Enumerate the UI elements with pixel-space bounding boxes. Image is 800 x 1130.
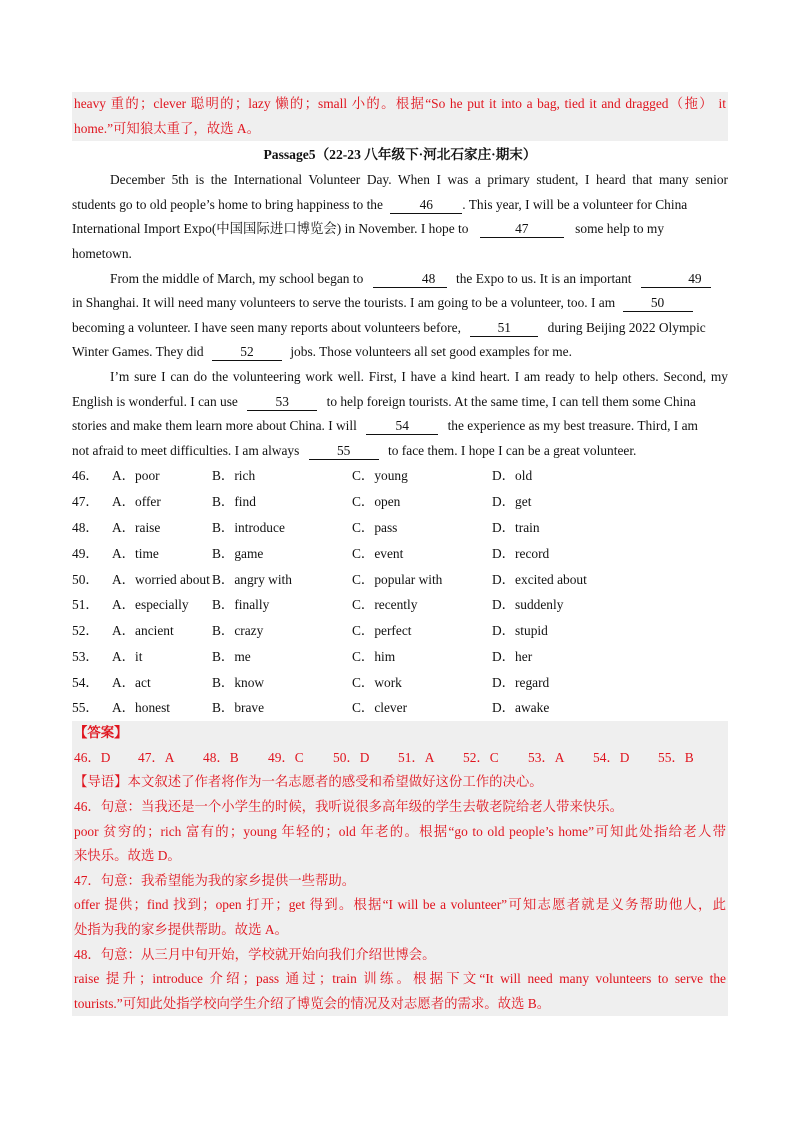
passage-line: in Shanghai. It will need many volunteers to serve the tourists. I am going to be a volunteer, too. I am 50	[72, 291, 728, 316]
option-c[interactable]: C．clever	[352, 700, 408, 716]
q48-explanation: raise 提升；introduce 介绍；pass 通过；train 训练。根据下文“It will need many volunteers to serve the	[74, 971, 726, 987]
option-d[interactable]: D．get	[492, 494, 532, 510]
blank-46[interactable]: 46	[390, 197, 462, 214]
answer-item: 53．A	[528, 749, 565, 765]
blank-48[interactable]: 48	[373, 271, 447, 288]
q46-explanation: poor 贫穷的；rich 富有的；young 年轻的；old 年老的。根据“go to old people’s home”可知此处指给老人带	[74, 823, 726, 839]
option-d[interactable]: D．excited about	[492, 571, 587, 587]
option-c[interactable]: C．popular with	[352, 571, 443, 587]
option-row	[72, 695, 728, 721]
option-a[interactable]: A．raise	[112, 519, 161, 535]
q47-explanation: 处指为我的家乡提供帮助。故选 A。	[74, 922, 288, 938]
question-number: 50．	[72, 571, 99, 587]
passage-line: From the middle of March, my school began to 48 the Expo to us. It is an important 49	[72, 267, 728, 292]
option-c[interactable]: C．young	[352, 468, 408, 484]
option-b[interactable]: B．find	[212, 494, 256, 510]
option-d[interactable]: D．suddenly	[492, 597, 564, 613]
option-row	[72, 567, 728, 593]
passage-line: not afraid to meet difficulties. I am always 55 to face them. I hope I can be a great volunteer.	[72, 442, 637, 458]
paragraph-3	[72, 365, 728, 463]
question-number: 51．	[72, 597, 99, 613]
paragraph-1	[72, 168, 728, 266]
option-c[interactable]: C．event	[352, 545, 404, 561]
q48-sense: 48．句意：从三月中旬开始，学校就开始向我们介绍世博会。	[74, 946, 436, 962]
document-page	[72, 92, 728, 1016]
option-c[interactable]: C．open	[352, 494, 401, 510]
passage-line: students go to old people’s home to bring happiness to the 46 . This year, I will be a volunteer for China	[72, 196, 688, 212]
paragraph-2	[72, 267, 728, 365]
option-a[interactable]: A．act	[112, 674, 151, 690]
option-b[interactable]: B．rich	[212, 468, 256, 484]
question-number: 54．	[72, 674, 99, 690]
q46-sense: 46．句意：当我还是一个小学生的时候，我听说很多高年级的学生去敬老院给老人带来快乐。	[74, 799, 624, 815]
option-d[interactable]: D．old	[492, 468, 533, 484]
option-a[interactable]: A．honest	[112, 700, 171, 716]
option-b[interactable]: B．crazy	[212, 623, 264, 639]
option-a[interactable]: A．ancient	[112, 623, 174, 639]
passage-line: December 5th is the International Volunteer Day. When I was a primary student, I heard that many senior	[110, 172, 728, 188]
blank-49[interactable]: 49	[641, 271, 711, 288]
option-b[interactable]: B．me	[212, 648, 251, 664]
question-number: 53．	[72, 648, 99, 664]
answer-item: 54．D	[593, 749, 630, 765]
passage-title: Passage5（22-23 八年级下·河北石家庄·期末）	[263, 147, 537, 163]
option-a[interactable]: A．it	[112, 648, 143, 664]
option-b[interactable]: B．finally	[212, 597, 270, 613]
option-b[interactable]: B．brave	[212, 700, 265, 716]
option-d[interactable]: D．stupid	[492, 623, 548, 639]
option-b[interactable]: B．game	[212, 545, 264, 561]
question-number: 49．	[72, 545, 99, 561]
answer-item: 55．B	[658, 749, 694, 765]
option-c[interactable]: C．work	[352, 674, 402, 690]
option-d[interactable]: D．her	[492, 648, 533, 664]
passage-line: stories and make them learn more about China. I will 54 the experience as my best treasure. Third, I am	[72, 418, 698, 434]
question-number: 47．	[72, 494, 99, 510]
answers-row	[74, 746, 726, 771]
options-list	[72, 463, 728, 721]
question-number: 52．	[72, 623, 99, 639]
answer-item: 50．D	[333, 749, 370, 765]
option-c[interactable]: C．him	[352, 648, 396, 664]
blank-55[interactable]: 55	[309, 443, 379, 460]
option-c[interactable]: C．perfect	[352, 623, 412, 639]
question-number: 48．	[72, 519, 99, 535]
option-b[interactable]: B．introduce	[212, 519, 285, 535]
option-a[interactable]: A．especially	[112, 597, 189, 613]
passage-line: Winter Games. They did 52 jobs. Those volunteers all set good examples for me.	[72, 344, 572, 360]
q46-explanation: 来快乐。故选 D。	[74, 848, 181, 864]
blank-54[interactable]: 54	[366, 418, 438, 435]
option-row	[72, 618, 728, 644]
option-row	[72, 515, 728, 541]
answer-item: 52．C	[463, 749, 499, 765]
answer-item: 48．B	[203, 749, 239, 765]
answer-heading: 【答案】	[74, 725, 128, 741]
option-a[interactable]: A．worried about	[112, 571, 210, 587]
option-b[interactable]: B．know	[212, 674, 265, 690]
option-a[interactable]: A．time	[112, 545, 159, 561]
option-d[interactable]: D．record	[492, 545, 550, 561]
option-d[interactable]: D．train	[492, 519, 540, 535]
option-c[interactable]: C．pass	[352, 519, 398, 535]
answer-item: 47．A	[138, 749, 175, 765]
option-row	[72, 489, 728, 515]
blank-47[interactable]: 47	[480, 221, 564, 238]
option-d[interactable]: D．awake	[492, 700, 550, 716]
passage-line: I’m sure I can do the volunteering work well. First, I have a kind heart. I am ready to help others. Second, my	[110, 368, 728, 384]
question-number: 46．	[72, 468, 99, 484]
option-a[interactable]: A．poor	[112, 468, 160, 484]
blank-53[interactable]: 53	[247, 394, 317, 411]
q47-explanation: offer 提供；find 找到；open 打开；get 得到。根据“I will be a volunteer”可知志愿者就是义务帮助他人，此	[74, 897, 726, 913]
option-row	[72, 592, 728, 618]
option-d[interactable]: D．regard	[492, 674, 550, 690]
previous-explanation	[72, 92, 728, 141]
q48-explanation: tourists.”可知此处指学校向学生介绍了博览会的情况及对志愿者的需求。故选 B。	[74, 995, 551, 1011]
blank-52[interactable]: 52	[212, 344, 282, 361]
answer-item: 49．C	[268, 749, 304, 765]
option-row	[72, 644, 728, 670]
q47-sense: 47．句意：我希望能为我的家乡提供一些帮助。	[74, 872, 356, 888]
blank-51[interactable]: 51	[470, 320, 538, 337]
question-number: 55．	[72, 700, 99, 716]
option-c[interactable]: C．recently	[352, 597, 418, 613]
guide-text: 【导语】本文叙述了作者将作为一名志愿者的感受和希望做好这份工作的决心。	[74, 774, 543, 790]
explanation-line: heavy 重的；clever 聪明的；lazy 懒的；small 小的。根据“So he put it into a bag, tied it and dragged（拖） it	[74, 96, 726, 111]
passage-line: English is wonderful. I can use 53 to help foreign tourists. At the same time, I can tell them some China	[72, 393, 696, 409]
blank-50[interactable]: 50	[623, 295, 693, 312]
answer-item: 51．A	[398, 749, 435, 765]
passage-line: hometown.	[72, 245, 132, 261]
passage-line: International Import Expo(中国国际进口博览会) in November. I hope to 47 some help to my	[72, 221, 665, 237]
option-b[interactable]: B．angry with	[212, 571, 292, 587]
option-a[interactable]: A．offer	[112, 494, 161, 510]
passage-line: becoming a volunteer. I have seen many reports about volunteers before, 51 during Beijing 2022 Olympic	[72, 319, 706, 335]
option-row	[72, 541, 728, 567]
option-row	[72, 463, 728, 489]
explanation-line: home.”可知狼太重了，故选 A。	[74, 120, 260, 136]
answer-item: 46．D	[74, 749, 111, 765]
option-row	[72, 670, 728, 696]
answer-section	[72, 721, 728, 1016]
